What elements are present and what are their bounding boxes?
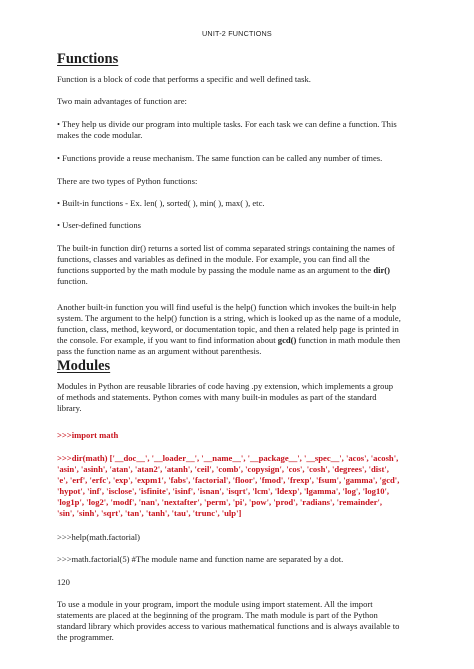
advantage-1-line-1: • They help us divide our program into multiple tasks. For each task we can define a function. This: [57, 119, 397, 129]
modules-intro-line-3: library.: [57, 403, 82, 413]
closing-line-4: the programmer.: [57, 632, 114, 642]
dir-keyword: dir(): [373, 265, 391, 275]
modules-heading: Modules: [57, 358, 111, 374]
dir-output-line: 'log1p', 'log2', 'modf', 'nan', 'nextafter', 'perm', 'pi', 'pow', 'prod', 'radians', 'remainder',: [57, 497, 383, 507]
closing-paragraph: [57, 599, 442, 643]
running-header: UNIT-2 FUNCTIONS: [202, 29, 272, 38]
modules-intro-line-2: of methods and statements. Python comes with many built-in modules as part of the standard: [57, 392, 377, 402]
closing-line-2: statements are placed at the beginning of the program. The math module is part of the Python: [57, 610, 378, 620]
dir-output-line: 'sin', 'sinh', 'sqrt', 'tan', 'tanh', 'tau', 'trunc', 'ulp']: [57, 508, 242, 518]
dir-output-line: >>>dir(math) ['__doc__', '__loader__', '__name__', '__package__', '__spec__', 'acos', 'acosh',: [57, 453, 399, 463]
dir-line-3-text: functions supported by the math module by passing the module name as an argument to the: [57, 265, 374, 275]
factorial-command: >>>math.factorial(5) #The module name and function name are separated by a dot.: [57, 554, 344, 564]
types-intro: There are two types of Python functions:: [57, 176, 198, 186]
help-factorial-command: >>>help(math.factorial): [57, 532, 141, 542]
advantage-2: • Functions provide a reuse mechanism. The same function can be called any number of times.: [57, 153, 383, 163]
closing-line-3: standard library which provides access to various mathematical functions and is always available to: [57, 621, 400, 631]
modules-intro-line-1: Modules in Python are reusable libraries of code having .py extension, which implements a group: [57, 381, 394, 391]
help-paragraph: [57, 302, 442, 357]
help-line-4-pre: the console. For example, if you want to find information about: [57, 335, 278, 345]
factorial-result: 120: [57, 577, 70, 587]
closing-line-1: To use a module in your program, import the module using import statement. All the import: [57, 599, 373, 609]
advantages-intro: Two main advantages of function are:: [57, 96, 187, 106]
type-user-defined: • User-defined functions: [57, 220, 141, 230]
dir-output-line: 'e', 'erf', 'erfc', 'exp', 'expm1', 'fabs', 'factorial', 'floor', 'fmod', 'frexp', 'fsum', 'gamma', 'gcd',: [57, 475, 400, 485]
dir-line-4: function.: [57, 276, 88, 286]
dir-line-1: The built-in function dir() returns a sorted list of comma separated strings containing the names of: [57, 243, 395, 253]
dir-paragraph: [57, 243, 442, 287]
dir-line-3: [57, 265, 442, 276]
dir-output-line: 'asin', 'asinh', 'atan', 'atan2', 'atanh', 'ceil', 'comb', 'copysign', 'cos', 'cosh', 'degrees', 'dist',: [57, 464, 389, 474]
help-line-5: pass the function name as an argument without parenthesis.: [57, 346, 262, 356]
dir-line-2: functions, classes and variables as defined in the module. For example, you can find all the: [57, 254, 370, 264]
dir-math-output: [57, 453, 442, 519]
advantage-1-line-2: makes the code modular.: [57, 130, 143, 140]
help-line-2: system. The argument to the help() function is a string, which is looked up as the name of a module,: [57, 313, 401, 323]
import-math-command: >>>import math: [57, 430, 119, 440]
functions-definition: Function is a block of code that performs a specific and well defined task.: [57, 74, 311, 84]
gcd-keyword: gcd(): [277, 335, 297, 345]
type-builtin: • Built-in functions - Ex. len( ), sorted( ), min( ), max( ), etc.: [57, 198, 265, 208]
dir-output-line: 'hypot', 'inf', 'isclose', 'isfinite', 'isinf', 'isnan', 'isqrt', 'lcm', 'ldexp', 'lgamma', 'log', 'log10',: [57, 486, 390, 496]
modules-intro: [57, 381, 442, 414]
functions-heading: Functions: [57, 51, 119, 67]
help-line-3: function, class, method, keyword, or documentation topic, and then a related help page is printed in: [57, 324, 399, 334]
help-line-1: Another built-in function you will find useful is the help() function which invokes the built-in help: [57, 302, 397, 312]
help-line-4-post: function in math module then: [296, 335, 401, 345]
help-line-4: [57, 335, 442, 346]
advantage-1: [57, 119, 442, 141]
